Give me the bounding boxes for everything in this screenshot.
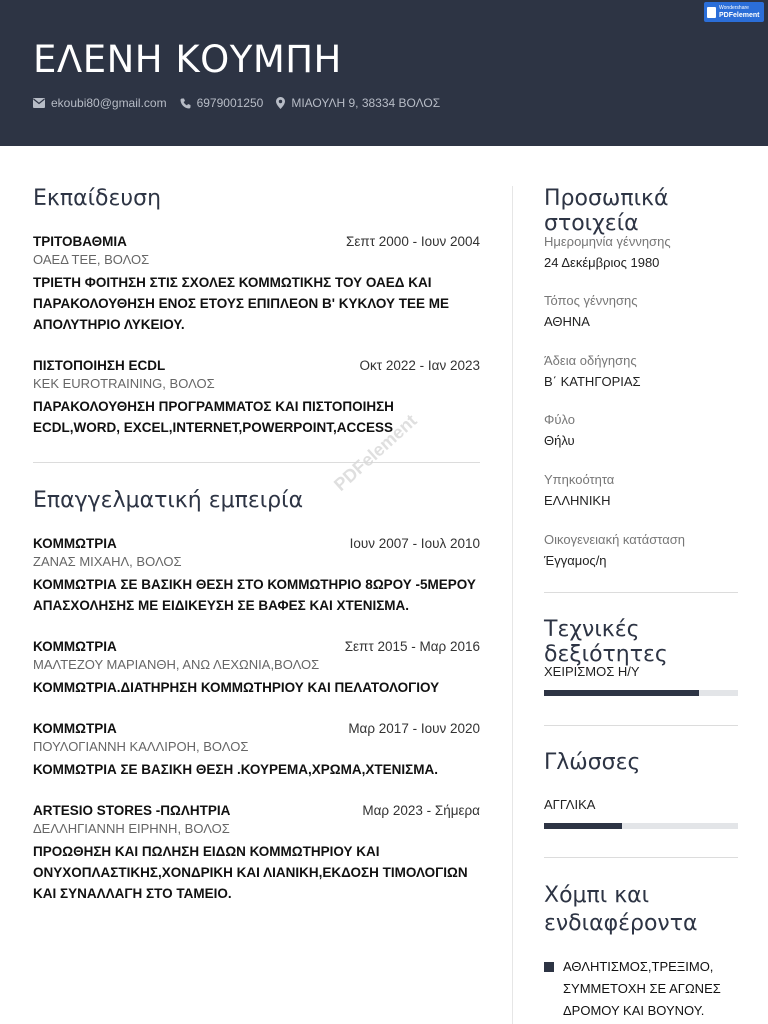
section-divider xyxy=(33,462,480,463)
hobbies-title-line1: Χόμπι και xyxy=(544,883,650,908)
contact-email xyxy=(33,96,167,110)
entry-organization: ΔΕΛΛΗΓΙΑΝΝΗ ΕΙΡΗΝΗ, ΒΟΛΟΣ xyxy=(33,821,230,836)
personal-value: ΕΛΛΗΝΙΚΗ xyxy=(544,493,611,508)
skill-name: ΧΕΙΡΙΣΜΟΣ Η/Υ xyxy=(544,664,640,679)
entry-description: ΚΟΜΜΩΤΡΙΑ ΣΕ ΒΑΣΙΚΗ ΘΕΣΗ .ΚΟΥΡΕΜΑ,ΧΡΩΜΑ,ΧΤΕΝΙΣΜΑ. xyxy=(33,762,438,777)
entry-organization: ΚΕΚ EUROTRAINING, ΒΟΛΟΣ xyxy=(33,376,215,391)
entry-title: ΚΟΜΜΩΤΡΙΑ xyxy=(33,536,117,551)
header xyxy=(0,0,768,146)
entry-title: ΚΟΜΜΩΤΡΙΑ xyxy=(33,639,117,654)
bullet-square-icon xyxy=(544,962,554,972)
section-divider xyxy=(544,592,738,593)
contact-phone xyxy=(180,96,264,110)
personal-label: Ημερομηνία γέννησης xyxy=(544,234,671,249)
section-divider xyxy=(544,725,738,726)
language-level-fill xyxy=(544,823,622,829)
phone-icon xyxy=(180,98,191,109)
experience-entry xyxy=(33,638,480,698)
language-name: ΑΓΓΛΙΚΑ xyxy=(544,797,596,812)
badge-line1: Wondershare xyxy=(719,5,749,11)
map-pin-icon xyxy=(276,97,285,109)
personal-label: Τόπος γέννησης xyxy=(544,293,638,308)
personal-item xyxy=(544,292,744,331)
address-text: ΜΙΑΟΥΛΗ 9, 38334 ΒΟΛΟΣ xyxy=(291,96,441,110)
personal-label: Φύλο xyxy=(544,412,576,427)
education-entry xyxy=(33,233,480,335)
hobby-item xyxy=(544,956,744,1022)
hobbies-title xyxy=(544,882,697,938)
contact-address xyxy=(276,96,440,110)
personal-item xyxy=(544,411,744,450)
hobby-text: ΑΘΛΗΤΙΣΜΟΣ,ΤΡΕΞΙΜΟ, ΣΥΜΜΕΤΟΧΗ ΣΕ ΑΓΩΝΕΣ ΔΡΟΜΟΥ ΚΑΙ ΒΟΥΝΟΥ. xyxy=(563,959,721,1018)
candidate-name: ΕΛΕΝΗ ΚΟΥΜΠΗ xyxy=(33,38,342,81)
skill-level-fill xyxy=(544,690,699,696)
personal-title: Προσωπικά στοιχεία xyxy=(544,186,669,236)
entry-description: ΚΟΜΜΩΤΡΙΑ.ΔΙΑΤΗΡΗΣΗ ΚΟΜΜΩΤΗΡΙΟΥ ΚΑΙ ΠΕΛΑΤΟΛΟΓΙΟΥ xyxy=(33,680,440,695)
entry-date: Μαρ 2017 - Ιουν 2020 xyxy=(348,721,480,736)
personal-label: Υπηκοότητα xyxy=(544,472,615,487)
entry-description: ΚΟΜΜΩΤΡΙΑ ΣΕ ΒΑΣΙΚΗ ΘΕΣΗ ΣΤΟ ΚΟΜΜΩΤΗΡΙΟ 8ΩΡΟΥ -5ΜΕΡΟΥ ΑΠΑΣΧΟΛΗΣΗΣ ΜΕ ΕΙΔΙΚΕΥΣΗ ΣΕ ΒΑΦΕΣ ΚΑΙ ΧΤΕΝΙΣΜΑ. xyxy=(33,577,476,613)
entry-organization: ΟΑΕΔ ΤΕΕ, ΒΟΛΟΣ xyxy=(33,252,150,267)
personal-value: Έγγαμος/η xyxy=(544,553,607,568)
pdfelement-badge[interactable] xyxy=(704,2,764,22)
pdfelement-logo-icon xyxy=(707,7,716,18)
badge-line2: PDFelement xyxy=(719,12,760,19)
personal-value: ΑΘΗΝΑ xyxy=(544,314,590,329)
entry-description: ΠΡΟΩΘΗΣΗ ΚΑΙ ΠΩΛΗΣΗ ΕΙΔΩΝ ΚΟΜΜΩΤΗΡΙΟΥ ΚΑΙ ΟΝΥΧΟΠΛΑΣΤΙΚΗΣ,ΧΟΝΔΡΙΚΗ ΚΑΙ ΛΙΑΝΙΚΗ,ΕΚΔΟΣΗ ΤΙΜΟΛΟΓΙΩΝ ΚΑΙ ΣΥΝΑΛΛΑΓΗ ΣΤΟ ΤΑΜΕΙΟ. xyxy=(33,844,468,901)
skill-level-bar xyxy=(544,690,738,696)
pdfelement-watermark: PDFelement xyxy=(330,410,421,495)
entry-description: ΠΑΡΑΚΟΛΟΥΘΗΣΗ ΠΡΟΓΡΑΜΜΑΤΟΣ ΚΑΙ ΠΙΣΤΟΠΟΙΗΣΗ ECDL,WORD, EXCEL,INTERNET,POWERPOINT,ACCESS xyxy=(33,399,394,435)
experience-entry xyxy=(33,802,480,904)
hobbies-title-line2: ενδιαφέροντα xyxy=(544,911,698,936)
personal-item xyxy=(544,233,744,272)
contact-bar xyxy=(33,96,453,110)
personal-label: Άδεια οδήγησης xyxy=(544,353,637,368)
personal-item xyxy=(544,471,744,510)
personal-item xyxy=(544,531,744,570)
skills-title: Τεχνικές δεξιότητες xyxy=(544,617,668,667)
personal-value: Θήλυ xyxy=(544,433,575,448)
entry-date: Ιουν 2007 - Ιουλ 2010 xyxy=(349,536,480,551)
entry-organization: ΜΑΛΤΕΖΟΥ ΜΑΡΙΑΝΘΗ, ΑΝΩ ΛΕΧΩΝΙΑ,ΒΟΛΟΣ xyxy=(33,657,320,672)
entry-date: Σεπτ 2000 - Ιουν 2004 xyxy=(346,234,480,249)
entry-date: Οκτ 2022 - Ιαν 2023 xyxy=(359,358,480,373)
personal-label: Οικογενειακή κατάσταση xyxy=(544,532,685,547)
experience-title: Επαγγελματική εμπειρία xyxy=(33,488,304,513)
entry-organization: ΠΟΥΛΟΓΙΑΝΝΗ ΚΑΛΛΙΡΟΗ, ΒΟΛΟΣ xyxy=(33,739,249,754)
entry-title: ΚΟΜΜΩΤΡΙΑ xyxy=(33,721,117,736)
education-title: Εκπαίδευση xyxy=(33,186,162,211)
entry-date: Μαρ 2023 - Σήμερα xyxy=(362,803,480,818)
experience-entry xyxy=(33,720,480,780)
entry-date: Σεπτ 2015 - Μαρ 2016 xyxy=(344,639,480,654)
experience-entry xyxy=(33,535,480,616)
entry-organization: ΖΑΝΑΣ ΜΙΧΑΗΛ, ΒΟΛΟΣ xyxy=(33,554,182,569)
entry-title: ΤΡΙΤΟΒΑΘΜΙΑ xyxy=(33,234,127,249)
entry-title: ΠΙΣΤΟΠΟΙΗΣΗ ECDL xyxy=(33,358,166,373)
language-level-bar xyxy=(544,823,738,829)
personal-value: Β΄ ΚΑΤΗΓΟΡΙΑΣ xyxy=(544,374,641,389)
section-divider xyxy=(544,857,738,858)
entry-title: ARTESIO STORES -ΠΩΛΗΤΡΙΑ xyxy=(33,803,231,818)
phone-text: 6979001250 xyxy=(196,96,264,110)
languages-title: Γλώσσες xyxy=(544,750,641,775)
personal-item xyxy=(544,352,744,391)
entry-description: ΤΡΙΕΤΗ ΦΟΙΤΗΣΗ ΣΤΙΣ ΣΧΟΛΕΣ ΚΟΜΜΩΤΙΚΗΣ ΤΟΥ ΟΑΕΔ ΚΑΙ ΠΑΡΑΚΟΛΟΥΘΗΣΗ ΕΝΟΣ ΕΤΟΥΣ ΕΠΙΠΛΕΟΝ Β' ΚΥΚΛΟΥ ΤΕΕ ΜΕ ΑΠΟΛΥΤΗΡΙΟ ΛΥΚΕΙΟΥ. xyxy=(33,275,449,332)
column-divider xyxy=(512,186,513,1024)
email-text: ekoubi80@gmail.com xyxy=(51,96,167,110)
envelope-icon xyxy=(33,98,45,108)
personal-value: 24 Δεκέμβριος 1980 xyxy=(544,255,660,270)
